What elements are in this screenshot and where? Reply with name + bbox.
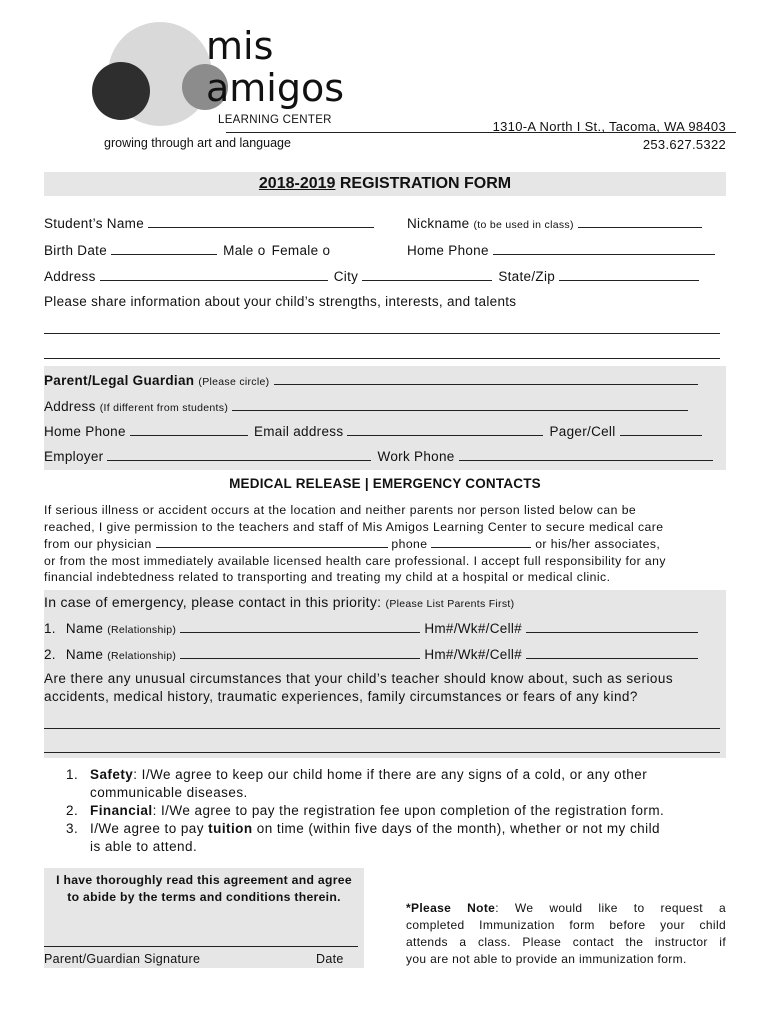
policy-2-title: Financial <box>90 803 153 818</box>
guardian-address-row <box>44 398 688 414</box>
note-line-3: attends a class. Please contact the instructor if <box>406 935 726 949</box>
associates-text: or his/her associates, <box>535 537 661 551</box>
policy-1-cont: communicable diseases. <box>90 785 248 800</box>
header-address: 1310-A North I St., Tacoma, WA 98403 <box>492 119 726 134</box>
agreement-line-2: to abide by the terms and conditions therein. <box>67 890 341 904</box>
policy-3-cont: is able to attend. <box>90 839 198 854</box>
contact-2-note: (Relationship) <box>107 650 177 662</box>
signature-date-label: Date <box>316 952 344 966</box>
physician-label: from our physician <box>44 537 152 551</box>
contact-2-name-label: Name <box>65 647 104 662</box>
contact-2-phone-field[interactable] <box>526 646 698 659</box>
birth-date-label: Birth Date <box>44 243 108 258</box>
circumstances-question <box>44 670 673 706</box>
guardian-address-field[interactable] <box>232 398 688 411</box>
strengths-line-1[interactable] <box>44 333 720 334</box>
student-home-phone-label: Home Phone <box>407 243 489 258</box>
guardian-note: (Please circle) <box>198 376 270 388</box>
logo-tagline: growing through art and language <box>104 136 291 150</box>
contact-2-phone-label: Hm#/Wk#/Cell# <box>424 647 522 662</box>
note-label: *Please Note <box>406 901 496 915</box>
guardian-work-phone-label: Work Phone <box>377 449 455 464</box>
birth-date-field[interactable] <box>111 242 217 255</box>
guardian-employer-field[interactable] <box>107 448 371 461</box>
student-address-field[interactable] <box>100 268 328 281</box>
guardian-address-note: (If different from students) <box>99 402 229 414</box>
logo-text-mis: mis <box>206 24 274 68</box>
strengths-prompt: Please share information about your child’s strengths, interests, and talents <box>44 294 517 309</box>
guardian-name-field[interactable] <box>274 372 698 385</box>
medical-line-5: financial indebtedness related to transporting and treating my child at a hospital or medical clinic. <box>44 570 611 584</box>
state-zip-field[interactable] <box>559 268 699 281</box>
logo-circle-dark <box>92 62 150 120</box>
city-label: City <box>333 269 359 284</box>
guardian-work-phone-field[interactable] <box>459 448 713 461</box>
immunization-note <box>406 900 726 968</box>
student-address-row <box>44 268 699 284</box>
guardian-row <box>44 372 698 388</box>
policy-2-number: 2. <box>66 803 79 818</box>
agreement-text <box>44 872 364 906</box>
policy-item-financial <box>66 802 736 820</box>
note-line-4: you are not able to provide an immunization form. <box>406 952 687 966</box>
emergency-contact-2 <box>44 646 698 662</box>
medical-heading: MEDICAL RELEASE | EMERGENCY CONTACTS <box>229 476 541 491</box>
policy-3-title: tuition <box>208 821 253 836</box>
agreement-line-1: I have thoroughly read this agreement and agree <box>56 873 352 887</box>
guardian-address-label: Address <box>44 399 96 414</box>
policy-1-title: Safety <box>90 767 134 782</box>
nickname-row <box>407 215 702 231</box>
guardian-home-phone-field[interactable] <box>130 423 248 436</box>
student-name-field[interactable] <box>148 215 374 228</box>
guardian-email-label: Email address <box>253 424 344 439</box>
policy-3-text: on time (within five days of the month), whether or not my child <box>252 821 660 836</box>
circumstances-line-2: accidents, medical history, traumatic experiences, family circumstances or fears of any kind? <box>44 689 638 704</box>
medical-line-2: reached, I give permission to the teachers and staff of Mis Amigos Learning Center to secure medical care <box>44 519 664 534</box>
physician-phone-label: phone <box>391 537 428 551</box>
signature-line[interactable] <box>44 946 358 947</box>
strengths-line-2[interactable] <box>44 358 720 359</box>
contact-1-note: (Relationship) <box>107 624 177 636</box>
logo-text-amigos: amigos <box>206 66 345 110</box>
guardian-pager-field[interactable] <box>620 423 702 436</box>
note-line-1 <box>406 900 726 917</box>
medical-line-4: or from the most immediately available licensed health care professional. I accept full responsibility for any <box>44 553 666 568</box>
nickname-note: (to be used in class) <box>473 219 574 231</box>
nickname-label: Nickname <box>407 216 470 231</box>
birth-row <box>44 242 330 258</box>
form-title-text: REGISTRATION FORM <box>339 175 512 192</box>
policy-1-text: : I/We agree to keep our child home if there are any signs of a cold, or any other <box>133 767 648 782</box>
student-name-label: Student’s Name <box>44 216 145 231</box>
guardian-phone-row <box>44 423 702 439</box>
medical-line-1: If serious illness or accident occurs at the location and neither parents nor person listed below can be <box>44 503 637 517</box>
female-label: Female <box>271 243 319 258</box>
female-radio[interactable]: o <box>322 243 331 258</box>
contact-1-phone-label: Hm#/Wk#/Cell# <box>424 621 522 636</box>
medical-line-3 <box>44 535 734 553</box>
policy-item-tuition <box>66 820 736 856</box>
male-label: Male <box>223 243 254 258</box>
physician-field[interactable] <box>156 535 388 548</box>
circumstances-line-1: Are there any unusual circumstances that your child’s teacher should know about, such as serious <box>44 671 674 686</box>
contact-1-name-field[interactable] <box>180 620 420 633</box>
policy-list <box>66 766 736 856</box>
student-address-label: Address <box>44 269 96 284</box>
signature-label: Parent/Guardian Signature <box>44 952 201 966</box>
state-zip-label: State/Zip <box>498 269 556 284</box>
nickname-field[interactable] <box>578 215 702 228</box>
emergency-heading-note: (Please List Parents First) <box>385 598 515 610</box>
student-name-row <box>44 215 374 231</box>
contact-2-number: 2. <box>44 647 56 662</box>
logo-subtitle: LEARNING CENTER <box>218 114 332 126</box>
student-home-phone-row <box>407 242 715 258</box>
form-title <box>0 175 770 193</box>
policy-item-safety <box>66 766 736 802</box>
form-title-year: 2018-2019 <box>258 175 336 192</box>
physician-phone-field[interactable] <box>431 535 531 548</box>
guardian-email-field[interactable] <box>347 423 543 436</box>
guardian-employer-row <box>44 448 713 464</box>
policy-3-number: 3. <box>66 821 79 836</box>
emergency-heading: In case of emergency, please contact in this priority: <box>44 594 382 610</box>
guardian-employer-label: Employer <box>44 449 104 464</box>
medical-paragraph <box>44 502 734 586</box>
guardian-pager-label: Pager/Cell <box>549 424 616 439</box>
policy-2-text: : I/We agree to pay the registration fee upon completion of the registration form. <box>152 803 665 818</box>
circumstances-answer-line-1[interactable] <box>44 728 720 729</box>
city-field[interactable] <box>362 268 492 281</box>
note-line-1-text: : We would like to request a <box>495 901 726 915</box>
guardian-home-phone-label: Home Phone <box>44 424 126 439</box>
policy-3-pre: I/We agree to pay <box>90 821 209 836</box>
student-home-phone-field[interactable] <box>493 242 715 255</box>
emergency-contact-1 <box>44 620 698 636</box>
policy-1-number: 1. <box>66 767 79 782</box>
contact-1-number: 1. <box>44 621 56 636</box>
male-radio[interactable]: o <box>257 243 266 258</box>
emergency-heading-row <box>44 594 514 610</box>
guardian-label: Parent/Legal Guardian <box>44 373 195 388</box>
contact-1-name-label: Name <box>65 621 104 636</box>
contact-2-name-field[interactable] <box>180 646 420 659</box>
note-line-2: completed Immunization form before your child <box>406 918 726 932</box>
circumstances-answer-line-2[interactable] <box>44 752 720 753</box>
header-phone: 253.627.5322 <box>642 137 726 152</box>
contact-1-phone-field[interactable] <box>526 620 698 633</box>
